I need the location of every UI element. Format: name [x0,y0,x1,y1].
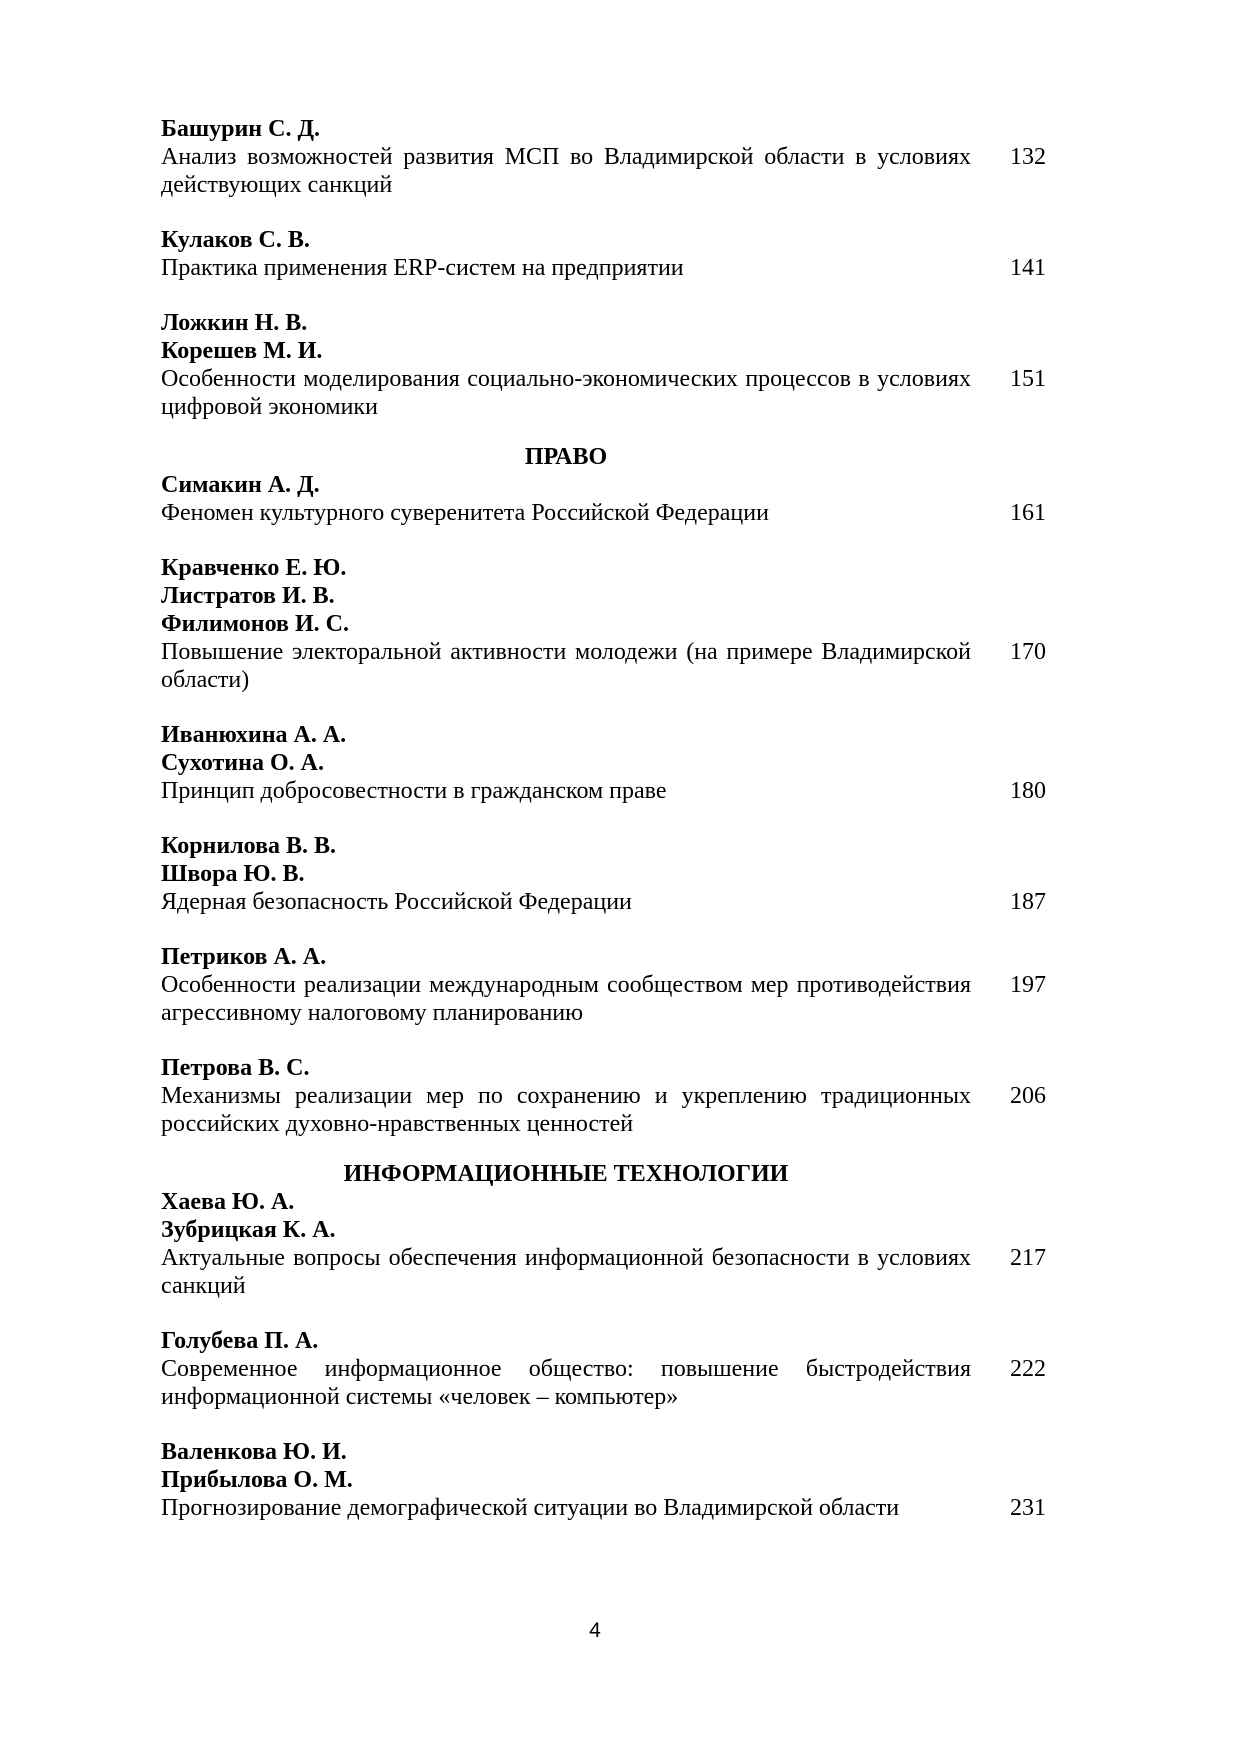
article-title: Особенности реализации международным сообществом мер противодействия агрессивному налоговому планированию [161,972,971,1026]
author-name: Хаева Ю. А. [161,1189,295,1215]
author-name: Швора Ю. В. [161,861,305,887]
article-title: Особенности моделирования социально-экономических процессов в условиях цифровой экономики [161,366,971,420]
article-title: Ядерная безопасность Российской Федерации [161,889,632,915]
page-reference: 217 [1010,1245,1046,1271]
page-reference: 141 [1010,255,1046,281]
page-reference: 180 [1010,778,1046,804]
page-reference: 206 [1010,1083,1046,1109]
toc-entry-row [161,971,1046,1027]
page-number: 4 [589,1619,601,1642]
page-reference: 222 [1010,1356,1046,1382]
page-reference: 197 [1010,972,1046,998]
section-heading-it: ИНФОРМАЦИОННЫЕ ТЕХНОЛОГИИ [343,1161,789,1187]
toc-entry [161,1438,1046,1522]
page-reference: 151 [1010,366,1046,392]
toc-entry [161,309,1046,421]
table-of-contents [161,115,1046,1549]
author-name: Прибылова О. М. [161,1467,353,1493]
article-title: Механизмы реализации мер по сохранению и укреплению традиционных российских духовно-нравственных ценностей [161,1083,971,1137]
author-name: Башурин С. Д. [161,116,320,142]
toc-entry [161,1327,1046,1411]
toc-entry-row [161,638,1046,694]
article-title: Прогнозирование демографической ситуации во Владимирской области [161,1495,900,1521]
author-name: Листратов И. В. [161,583,335,609]
toc-entry-row [161,777,1046,805]
toc-entry-row [161,1244,1046,1300]
author-name: Зубрицкая К. А. [161,1217,336,1243]
toc-entry [161,1054,1046,1138]
author-name: Кулаков С. В. [161,227,310,253]
page-reference: 231 [1010,1495,1046,1521]
toc-entry [161,1188,1046,1300]
article-title: Практика применения ERP-систем на предприятии [161,255,684,281]
toc-entry [161,943,1046,1027]
toc-entry [161,832,1046,916]
toc-entry-row [161,365,1046,421]
section-heading-law: ПРАВО [524,444,608,470]
toc-entry [161,554,1046,694]
toc-entry [161,226,1046,282]
author-name: Симакин А. Д. [161,472,320,498]
toc-entry [161,471,1046,527]
article-title: Современное информационное общество: повышение быстродействия информационной системы «человек – компьютер» [161,1356,971,1410]
toc-entry-row [161,1355,1046,1411]
author-name: Иванюхина А. А. [161,722,347,748]
author-name: Валенкова Ю. И. [161,1439,347,1465]
author-name: Корнилова В. В. [161,833,337,859]
article-title: Повышение электоральной активности молодежи (на примере Владимирской области) [161,639,971,693]
page-reference: 161 [1010,500,1046,526]
article-title: Анализ возможностей развития МСП во Владимирской области в условиях действующих санкций [161,144,971,198]
toc-entry [161,721,1046,805]
toc-entry [161,115,1046,199]
page-reference: 170 [1010,639,1046,665]
page-reference: 187 [1010,889,1046,915]
page-reference: 132 [1010,144,1046,170]
article-title: Актуальные вопросы обеспечения информационной безопасности в условиях санкций [161,1245,971,1299]
toc-entry-row [161,1082,1046,1138]
toc-entry-row [161,143,1046,199]
toc-entry-row [161,888,1046,916]
author-name: Петрова В. С. [161,1055,310,1081]
author-name: Филимонов И. С. [161,611,349,637]
toc-entry-row [161,1494,1046,1522]
author-name: Ложкин Н. В. [161,310,308,336]
toc-entry-row [161,254,1046,282]
author-name: Голубева П. А. [161,1328,319,1354]
article-title: Принцип добросовестности в гражданском праве [161,778,667,804]
author-name: Сухотина О. А. [161,750,324,776]
article-title: Феномен культурного суверенитета Российской Федерации [161,500,769,526]
author-name: Кравченко Е. Ю. [161,555,347,581]
author-name: Петриков А. А. [161,944,327,970]
toc-entry-row [161,499,1046,527]
author-name: Корешев М. И. [161,338,323,364]
